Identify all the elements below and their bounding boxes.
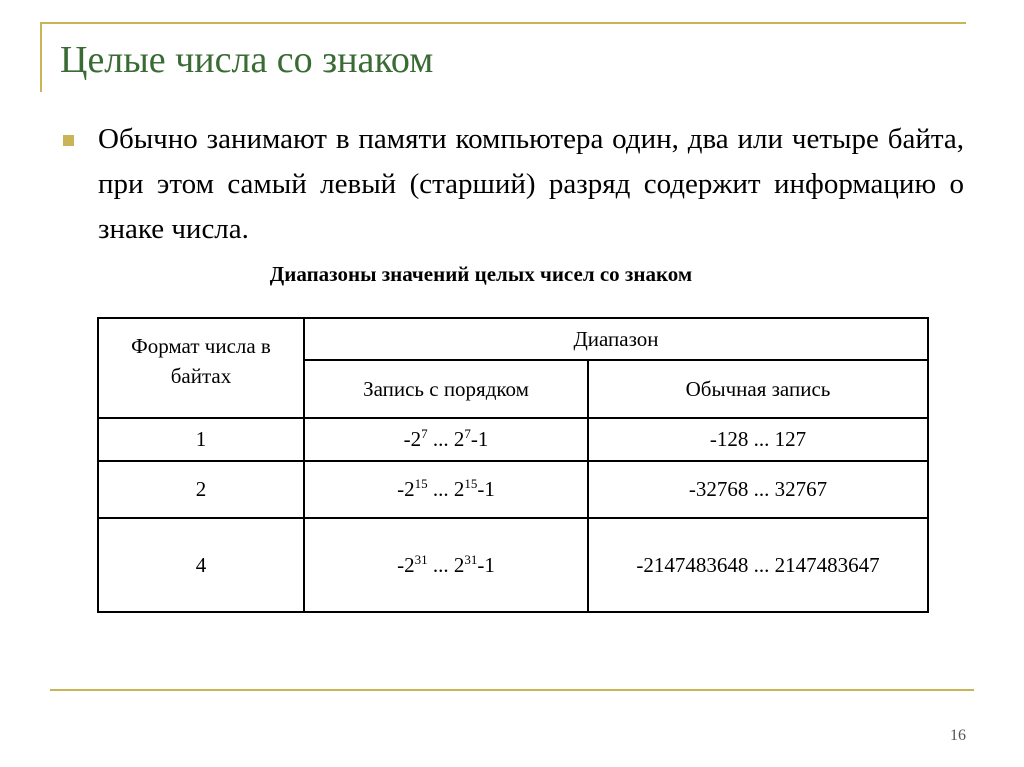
- left-accent-line: [40, 22, 42, 92]
- power-pos-exp: 7: [464, 426, 471, 441]
- table-caption: Диапазоны значений целых чисел со знаком: [269, 262, 693, 286]
- cell-power: [304, 418, 588, 461]
- cell-plain: -128 ... 127: [588, 418, 928, 461]
- power-neg-base: -2: [397, 552, 415, 577]
- power-tail: -1: [477, 552, 495, 577]
- cell-bytes: 1: [98, 418, 304, 461]
- power-neg-exp: 15: [414, 476, 428, 491]
- power-mid: ... 2: [427, 427, 465, 451]
- cell-plain: -2147483648 ... 2147483647: [588, 518, 928, 612]
- bottom-divider: [50, 689, 974, 691]
- table-header-row: [98, 318, 928, 360]
- slide-title: Целые числа со знаком: [60, 39, 434, 81]
- header-plain: Обычная запись: [588, 360, 928, 418]
- bullet-text: Обычно занимают в памяти компьютера один, два или четыре байта, при этом самый левый (старший) разряд содержит информацию о знаке числа.: [98, 123, 964, 245]
- power-neg-base: -2: [403, 427, 422, 451]
- cell-bytes: 4: [98, 518, 304, 612]
- top-divider: [40, 22, 966, 24]
- range-table: [97, 317, 929, 613]
- power-pos-exp: 31: [464, 551, 478, 567]
- square-bullet-icon: [63, 135, 74, 146]
- power-tail: -1: [477, 477, 495, 501]
- table-row: [98, 461, 928, 518]
- power-tail: -1: [470, 427, 489, 451]
- table-row: [98, 418, 928, 461]
- power-pos-exp: 15: [464, 476, 478, 491]
- header-format: Формат числа в байтах: [98, 318, 304, 418]
- cell-power: [304, 461, 588, 518]
- header-power: Запись с порядком: [304, 360, 588, 418]
- power-mid: ... 2: [427, 552, 465, 577]
- table-row: [98, 518, 928, 612]
- header-range: Диапазон: [304, 318, 928, 360]
- cell-plain: -32768 ... 32767: [588, 461, 928, 518]
- power-neg-base: -2: [397, 477, 415, 501]
- page-number: 16: [950, 727, 966, 744]
- power-mid: ... 2: [427, 477, 465, 501]
- power-neg-exp: 7: [421, 426, 428, 441]
- cell-bytes: 2: [98, 461, 304, 518]
- power-neg-exp: 31: [414, 551, 428, 567]
- cell-power: [304, 518, 588, 612]
